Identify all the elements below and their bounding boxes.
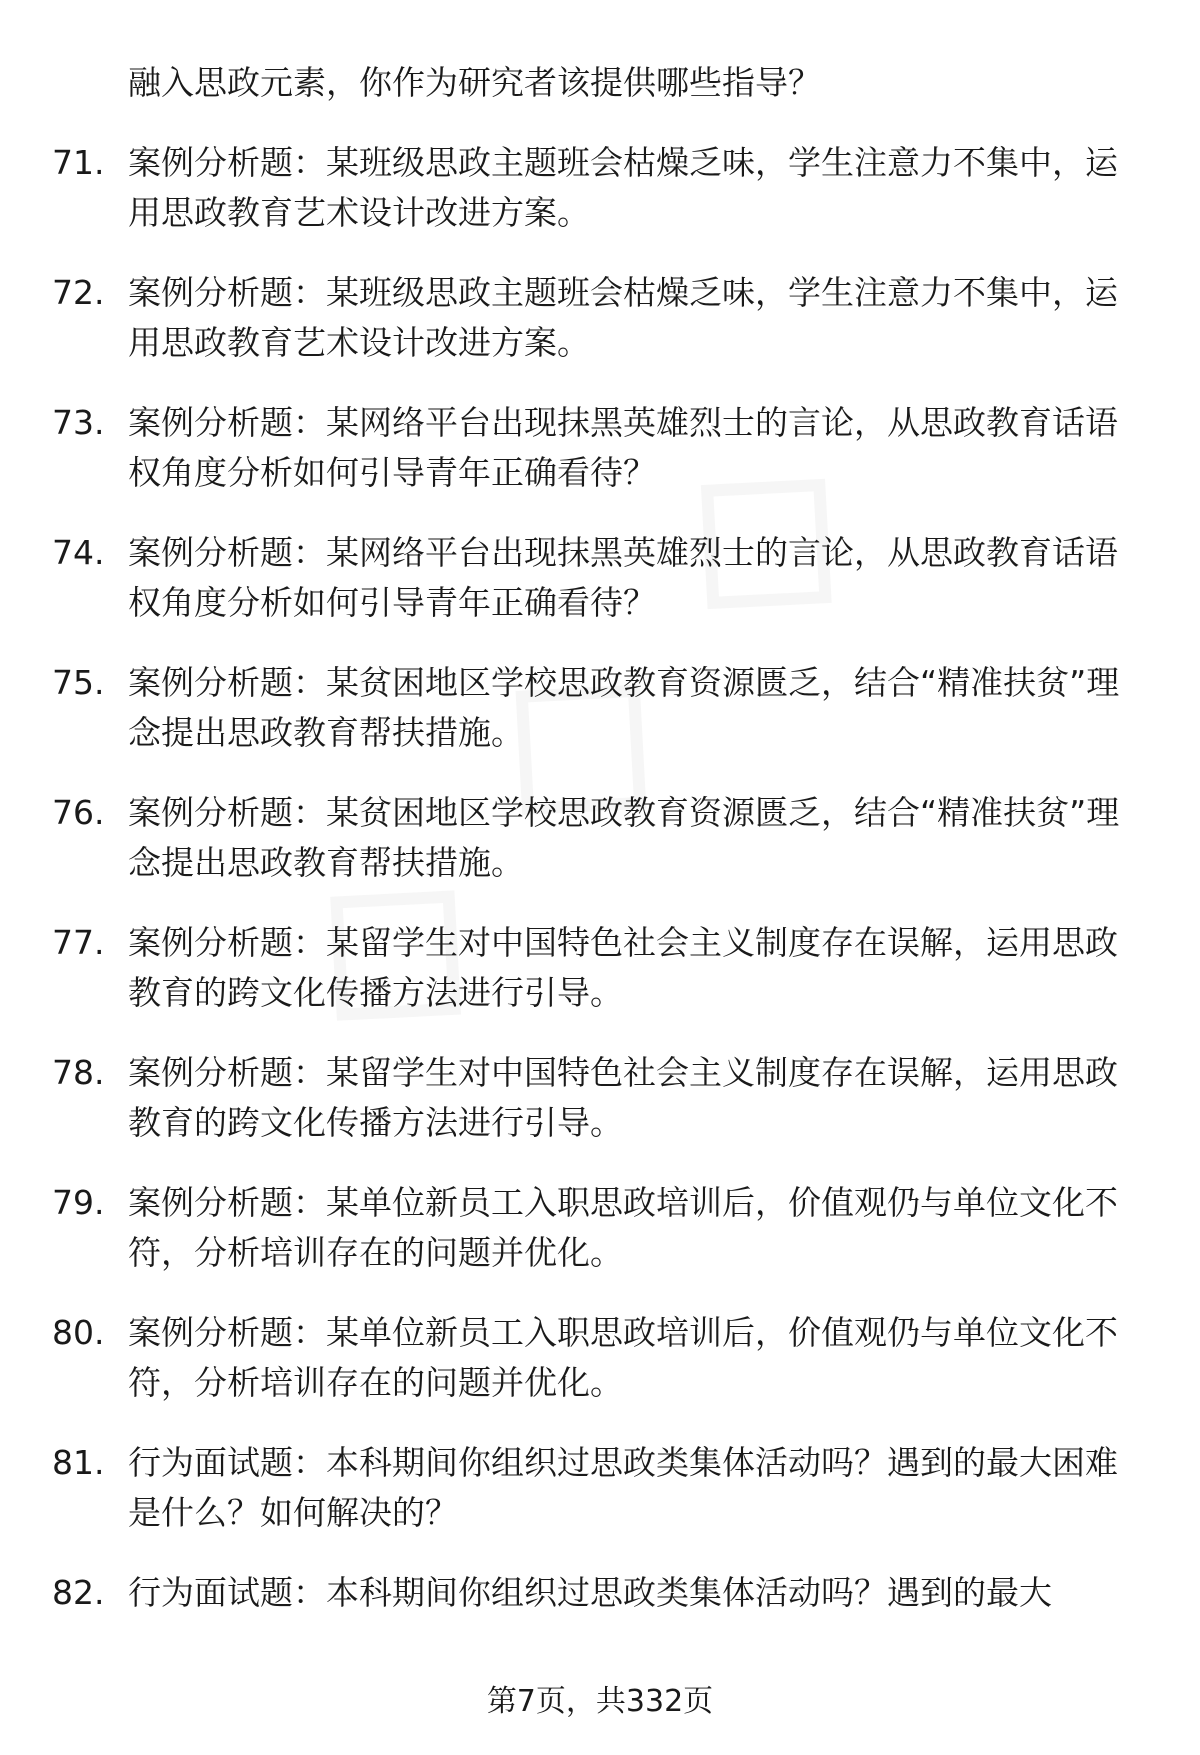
question-number: 79. [52, 1183, 105, 1222]
question-text: 案例分析题：某留学生对中国特色社会主义制度存在误解，运用思政教育的跨文化传播方法进行引导。 [128, 1053, 1118, 1142]
question-item [0, 658, 1200, 758]
question-number: 75. [52, 663, 105, 702]
question-number: 82. [52, 1573, 105, 1612]
question-number: 78. [52, 1053, 105, 1092]
question-list [0, 58, 1200, 1648]
question-item [0, 268, 1200, 368]
question-item [0, 788, 1200, 888]
question-text: 案例分析题：某单位新员工入职思政培训后，价值观仍与单位文化不符，分析培训存在的问题并优化。 [128, 1313, 1118, 1402]
question-text: 案例分析题：某单位新员工入职思政培训后，价值观仍与单位文化不符，分析培训存在的问题并优化。 [128, 1183, 1118, 1272]
question-number: 80. [52, 1313, 105, 1352]
question-item [0, 1568, 1200, 1618]
question-number: 71. [52, 143, 105, 182]
question-text: 案例分析题：某网络平台出现抹黑英雄烈士的言论，从思政教育话语权角度分析如何引导青年正确看待？ [128, 403, 1118, 492]
question-number: 81. [52, 1443, 105, 1482]
question-text: 案例分析题：某贫困地区学校思政教育资源匮乏，结合“精准扶贫”理念提出思政教育帮扶措施。 [128, 793, 1120, 882]
question-number: 76. [52, 793, 105, 832]
question-item [0, 1308, 1200, 1408]
question-text: 案例分析题：某班级思政主题班会枯燥乏味，学生注意力不集中，运用思政教育艺术设计改进方案。 [128, 273, 1118, 362]
question-text: 案例分析题：某留学生对中国特色社会主义制度存在误解，运用思政教育的跨文化传播方法进行引导。 [128, 923, 1118, 1012]
question-number: 73. [52, 403, 105, 442]
question-number: 74. [52, 533, 105, 572]
question-item [0, 1048, 1200, 1148]
question-item [0, 398, 1200, 498]
question-text: 行为面试题：本科期间你组织过思政类集体活动吗？遇到的最大 [128, 1573, 1052, 1612]
question-number: 72. [52, 273, 105, 312]
page-footer: 第7页，共332页 [486, 1684, 714, 1719]
question-text: 案例分析题：某贫困地区学校思政教育资源匮乏，结合“精准扶贫”理念提出思政教育帮扶措施。 [128, 663, 1120, 752]
question-text: 案例分析题：某班级思政主题班会枯燥乏味，学生注意力不集中，运用思政教育艺术设计改进方案。 [128, 143, 1118, 232]
continuation-text: 融入思政元素，你作为研究者该提供哪些指导？ [128, 63, 821, 102]
question-text: 行为面试题：本科期间你组织过思政类集体活动吗？遇到的最大困难是什么？如何解决的？ [128, 1443, 1118, 1532]
question-item [0, 1178, 1200, 1278]
question-item [0, 918, 1200, 1018]
question-text: 案例分析题：某网络平台出现抹黑英雄烈士的言论，从思政教育话语权角度分析如何引导青年正确看待？ [128, 533, 1118, 622]
question-item [0, 1438, 1200, 1538]
question-item [0, 138, 1200, 238]
question-number: 77. [52, 923, 105, 962]
question-item [0, 528, 1200, 628]
